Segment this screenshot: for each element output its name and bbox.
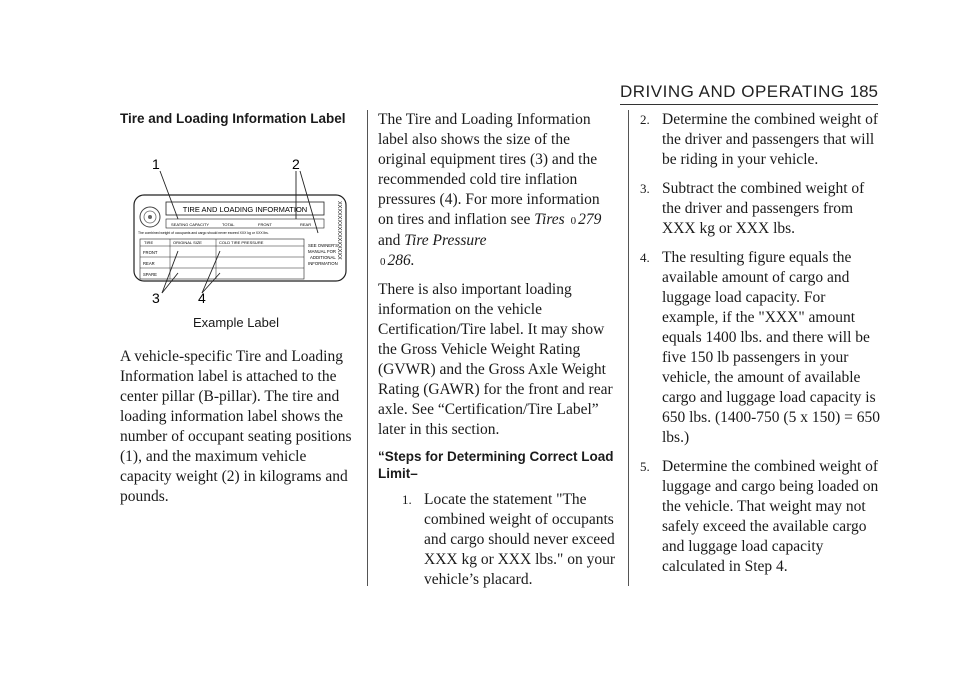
label-warning-text: The combined weight of occupants and cargo should never exceed XXX kg or XXX lbs.	[138, 231, 269, 235]
list-item	[640, 457, 880, 577]
callout-1: 1	[152, 156, 160, 172]
list-item	[640, 110, 880, 170]
label-side-code: XXXXXXXXXXXXXXXX	[336, 201, 342, 260]
step-text: Locate the statement "The combined weight of occupants and cargo should never exceed XXX kg or XXX lbs." on your vehicle’s placard.	[424, 491, 616, 588]
body-paragraph: A vehicle-specific Tire and Loading Information label is attached to the center pillar (B-pillar). The tire and loading information label shows the number of occupant seating positions (1), and the maximum vehicle capacity weight (2) in kilograms and pounds.	[120, 348, 352, 505]
steps-list	[640, 110, 880, 577]
label-title: TIRE AND LOADING INFORMATION	[182, 205, 308, 214]
link-tire-pressure[interactable]: Tire Pressure	[404, 232, 487, 249]
step-number: 2.	[640, 112, 650, 127]
column-divider	[628, 110, 629, 586]
column-2	[378, 110, 616, 599]
seating-rear-label: REAR	[300, 222, 312, 227]
step-number: 1.	[402, 492, 412, 507]
step-text: Determine the combined weight of the driver and passengers that will be riding in your vehicle.	[662, 111, 879, 168]
callout-3: 3	[152, 290, 160, 303]
row-spare: SPARE	[143, 272, 157, 277]
section-heading: Tire and Loading Information Label	[120, 111, 346, 126]
row-rear: REAR	[143, 261, 155, 266]
step-number: 5.	[640, 459, 650, 474]
column-divider	[367, 110, 368, 586]
body-paragraph: There is also important loading information on the vehicle Certification/Tire label. It may show the Gross Vehicle Weight Rating (GVWR) and the Gross Axle Weight Rating (GAWR) for the front and rear axle. See “Certification/Tire Label” later in this section.	[378, 281, 613, 438]
tire-label-figure	[120, 127, 352, 303]
step-text: Subtract the combined weight of the driver and passengers from XXX kg or XXX lbs.	[662, 180, 865, 237]
page-number: 185	[849, 82, 878, 101]
page-ref-icon: 0	[380, 256, 386, 268]
table-header-pressure: COLD TIRE PRESSURE	[219, 240, 264, 245]
column-3	[640, 110, 880, 586]
seating-total-label: TOTAL	[222, 222, 235, 227]
header-rule	[620, 104, 878, 105]
steps-heading: “Steps for Determining Correct Load Limit–	[378, 449, 614, 481]
list-item	[640, 248, 880, 448]
owners-note-4: INFORMATION	[308, 261, 338, 266]
step-text: The resulting figure equals the available amount of cargo and luggage load capacity. For example, if the "XXX" amount equals 1400 lbs. and there will be five 150 lb passengers in your vehicle, the amount of available cargo and luggage load capacity is 650 lbs. (1400-750 (5 x 150) = 650 lbs.)	[662, 249, 880, 446]
owners-note-3: ADDITIONAL	[310, 255, 336, 260]
steps-list	[378, 490, 616, 590]
owners-note-1: SEE OWNER'S	[308, 243, 338, 248]
tire-icon-center	[148, 215, 152, 219]
link-tires[interactable]: Tires	[534, 211, 565, 228]
callout-2: 2	[292, 156, 300, 172]
page-ref-279[interactable]: 279	[578, 211, 602, 228]
page-ref-icon: 0	[570, 215, 577, 227]
body-paragraph: The Tire and Loading Information label also shows the size of the original equipment tires (3) and the recommended cold tire inflation pressures (4). For more information on tires and inflation see Tires 0 279 and Tire Pressure 0 286.	[378, 111, 602, 269]
tire-table	[140, 239, 304, 279]
callout-4: 4	[198, 290, 206, 303]
row-front: FRONT	[143, 250, 158, 255]
list-item	[402, 490, 616, 590]
step-number: 4.	[640, 250, 650, 265]
table-header-size: ORIGINAL SIZE	[173, 240, 202, 245]
seating-capacity-label: SEATING CAPACITY	[171, 222, 210, 227]
step-text: Determine the combined weight of luggage and cargo being loaded on the vehicle. That weight may not safely exceed the available cargo and luggage load capacity calculated in Step 4.	[662, 458, 879, 575]
owners-note-2: MANUAL FOR	[308, 249, 337, 254]
list-item	[640, 179, 880, 239]
table-header-tire: TIRE	[144, 240, 154, 245]
figure-caption: Example Label	[193, 315, 279, 330]
section-title: DRIVING AND OPERATING	[620, 82, 845, 101]
column-1	[120, 110, 352, 515]
step-number: 3.	[640, 181, 650, 196]
page-ref-286[interactable]: 286.	[387, 252, 415, 269]
seating-front-label: FRONT	[258, 222, 272, 227]
